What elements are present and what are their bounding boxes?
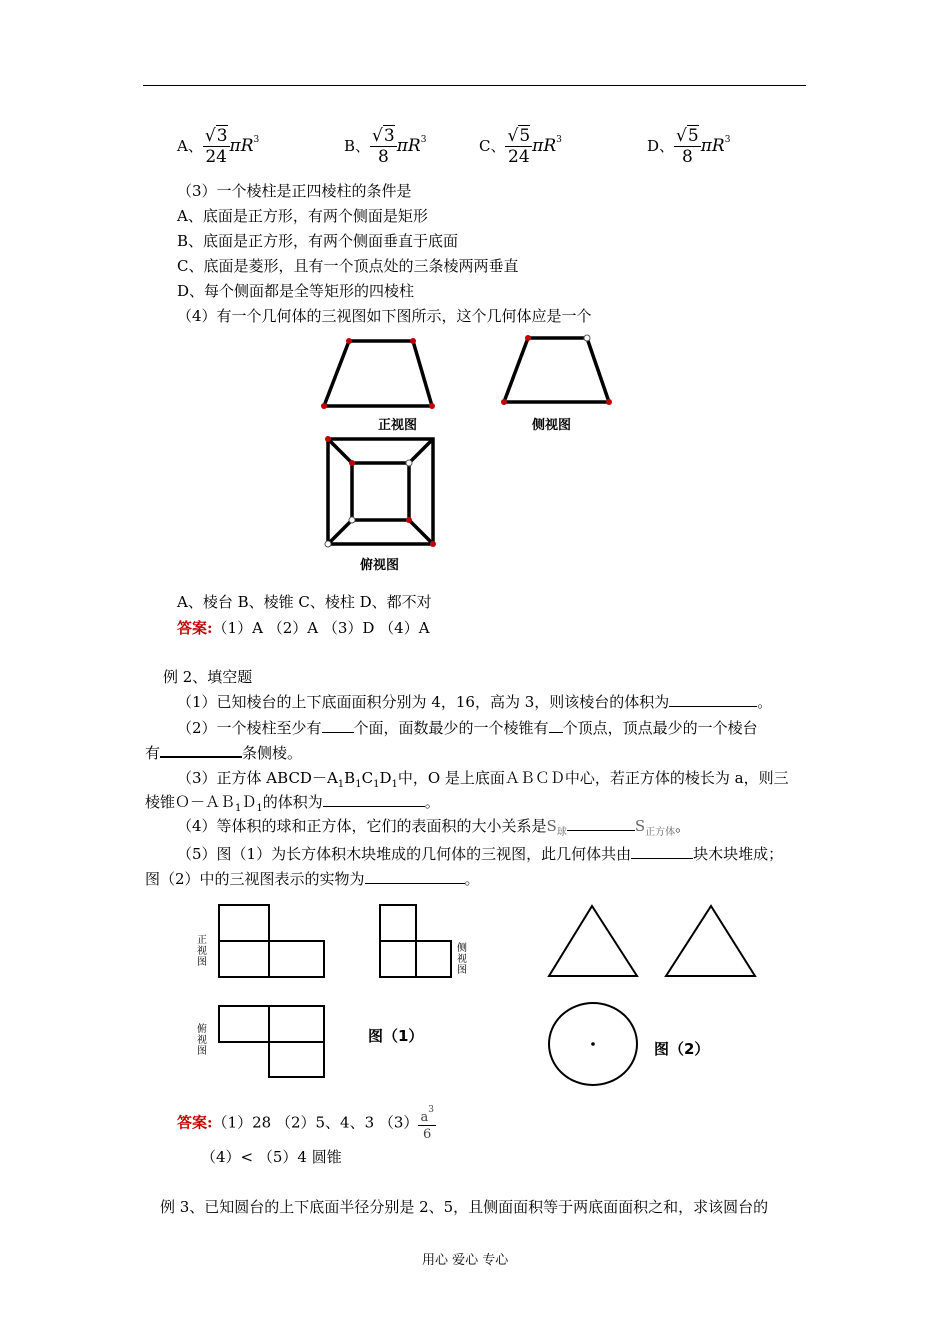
ex2-item-3-cont: 棱锥Ｏ－ＡＢ$_1$Ｄ$_1$的体积为 。 bbox=[145, 793, 440, 814]
q3-option-b: B、底面是正方形，有两个侧面垂直于底面 bbox=[177, 232, 459, 250]
fig1-caption: 图（1） bbox=[368, 1027, 424, 1045]
answer-2-line2: （4）< （5）4 圆锥 bbox=[201, 1148, 342, 1166]
figure-2-circle bbox=[543, 1000, 643, 1088]
fig2-caption: 图（2） bbox=[654, 1040, 710, 1058]
example-3: 例 3、已知圆台的上下底面半径分别是 2、5，且侧面面积等于两底面面积之和，求该圆台的 bbox=[160, 1198, 769, 1216]
choice-b: B、 $\frac{√3}{8}$ $\pi R^3$ bbox=[344, 126, 427, 167]
figure-1-side-view bbox=[375, 900, 455, 982]
top-view-figure bbox=[322, 433, 438, 549]
figure-1-views bbox=[195, 900, 335, 1082]
q3-stem: （3）一个棱柱是正四棱柱的条件是 bbox=[177, 182, 412, 200]
ex2-item-4: （4）等体积的球和正方体，它们的表面积的大小关系是$S_球$ $S_{正方体}$。 bbox=[177, 817, 691, 838]
fig1-side-label: 侧视图 bbox=[457, 943, 467, 976]
side-view-label: 侧视图 bbox=[532, 418, 572, 433]
q4-options: A、棱台 B、棱锥 C、棱柱 D、都不对 bbox=[177, 593, 432, 611]
ex2-item-5: （5）图（1）为长方体积木块堆成的几何体的三视图，此几何体共由 块木块堆成； bbox=[177, 845, 784, 863]
q3-option-a: A、底面是正方形，有两个侧面是矩形 bbox=[177, 207, 428, 225]
page-footer: 用心 爱心 专心 bbox=[422, 1253, 509, 1268]
choice-d: D、 $\frac{√5}{8}$ $\pi R^3$ bbox=[647, 126, 731, 167]
q3-option-d: D、每个侧面都是全等矩形的四棱柱 bbox=[177, 282, 415, 300]
figure-2-triangles bbox=[543, 900, 763, 992]
ex2-item-3: （3）正方体 $ABCD-A_1B_1C_1D_1$中，O 是上底面ＡＢＣＤ中心，若正方体的棱长为 a，则三 bbox=[177, 769, 789, 790]
ex2-item-2: （2）一个棱柱至少有 个面，面数最少的一个棱锥有 个顶点，顶点最少的一个棱台 bbox=[177, 719, 758, 737]
fig1-front-label: 正视图 bbox=[197, 935, 207, 968]
fig1-top-label: 俯视图 bbox=[197, 1024, 207, 1057]
answer-2: 答案:（1）28 （2）5、4、3 （3） $\frac{a^3}{6}$ bbox=[177, 1105, 434, 1142]
front-view-label: 正视图 bbox=[378, 418, 418, 433]
q3-option-c: C、底面是菱形，且有一个顶点处的三条棱两两垂直 bbox=[177, 257, 519, 275]
ex2-item-1: （1）已知棱台的上下底面面积分别为 4，16，高为 3，则该棱台的体积为 。 bbox=[177, 693, 773, 711]
top-view-label: 俯视图 bbox=[360, 558, 400, 573]
q4-stem: （4）有一个几何体的三视图如下图所示，这个几何体应是一个 bbox=[177, 307, 592, 325]
ex2-item-2-cont: 有 条侧棱。 bbox=[145, 744, 303, 762]
side-view-figure bbox=[496, 333, 618, 408]
header-rule bbox=[143, 85, 806, 86]
choice-a: A、 $\frac{√3}{24}$ $\pi R^3$ bbox=[177, 126, 260, 167]
front-view-figure bbox=[318, 335, 443, 415]
choice-c: C、 $\frac{√5}{24}$ $\pi R^3$ bbox=[479, 126, 562, 167]
ex2-item-5-cont: 图（2）中的三视图表示的实物为 。 bbox=[145, 870, 480, 888]
example-2-title: 例 2、填空题 bbox=[163, 668, 253, 686]
answer-1: 答案:（1）A （2）A （3）D （4）A bbox=[177, 619, 430, 637]
